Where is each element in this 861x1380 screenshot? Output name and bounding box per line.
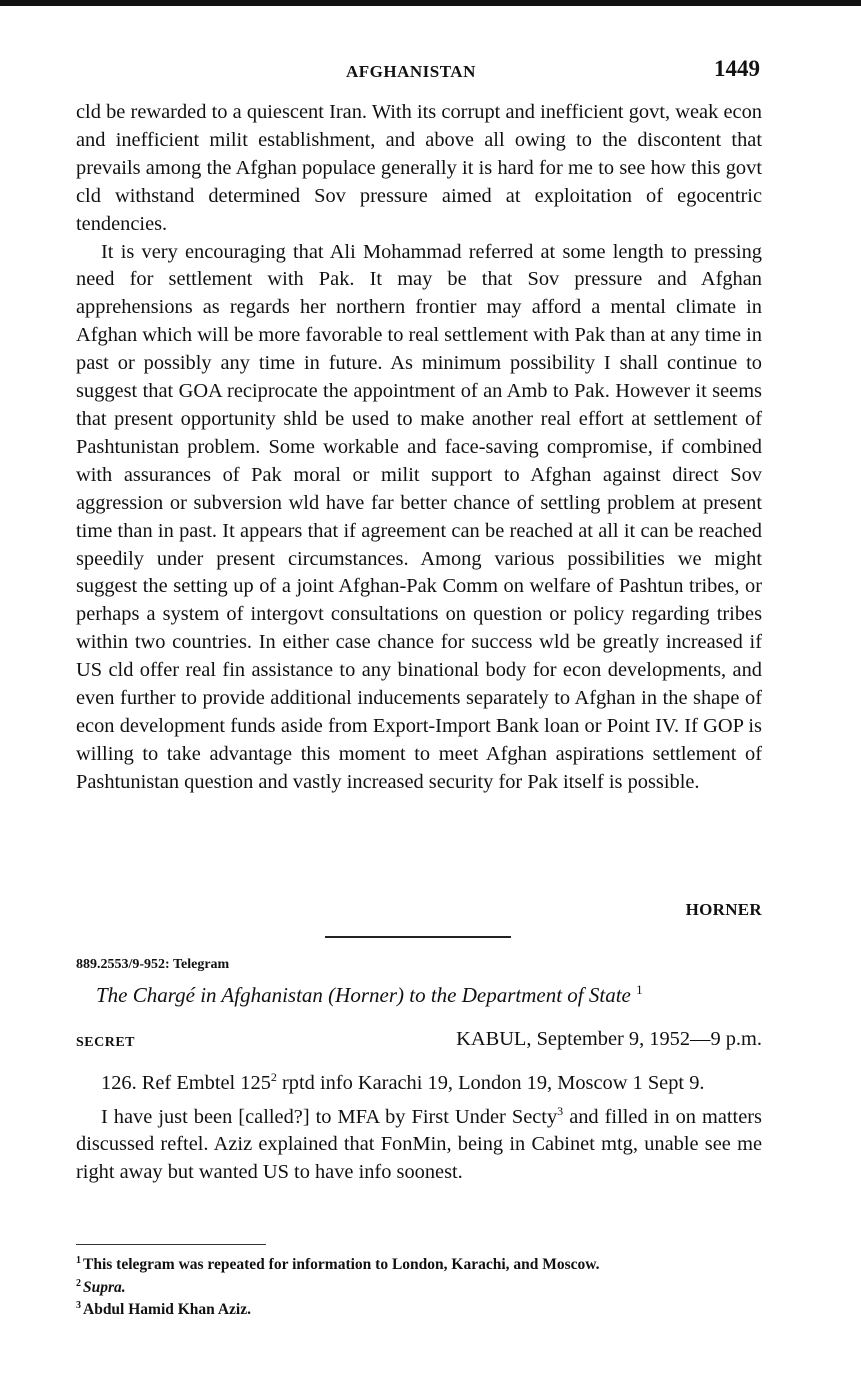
- document-title: [96, 982, 643, 1008]
- page-header: [76, 56, 762, 86]
- paragraph: It is very encouraging that Ali Mohammad referred at some length to pressing need for settlement with Pak. It may be that Sov pressure and Afghan apprehensions as regards her northern frontier may afford a mental climate in Afghan which will be more favorable to real settlement with Pak than at any time in past or possibly any time in future. As minimum possibility I shall continue to suggest that GOA reciprocate the appointment of an Amb to Pak. However it seems that present opportunity shld be used to make another real effort at settlement of Pashtunistan problem. Some workable and face-saving compromise, if combined with assurances of Pak moral or milit support to Afghan against direct Sov aggression or subversion wld have far better chance of settling problem at present time than in past. It appears that if agreement can be reached at all it can be reached speedily under present circumstances. Among various possibilities we might suggest the setting up of a joint Afghan-Pak Comm on welfare of Pashtun tribes, or perhaps a system of intergovt consultations on question or policy regarding tribes within two countries. In either case chance for success wld be greatly increased if US cld offer real fin assistance to any binational body for econ developments, and even further to provide additional inducements separately to Afghan in the shape of econ development funds aside from Export-Import Bank loan or Point IV. If GOP is willing to take advantage this moment to meet Afghan aspirations settlement of Pashtunistan question and vastly increased security for Pak itself is possible.: [76, 240, 762, 793]
- footnote-reference: 2: [270, 1070, 277, 1084]
- footnote-mark: 3: [76, 1300, 81, 1312]
- top-border: [0, 0, 861, 6]
- footnote-reference: 1: [636, 982, 643, 997]
- paragraph-text: rptd info Karachi 19, London 19, Moscow 1 Sept 9.: [276, 1071, 705, 1094]
- running-title: AFGHANISTAN: [346, 62, 476, 81]
- footnote-text: This telegram was repeated for information to London, Karachi, and Moscow.: [83, 1256, 600, 1274]
- file-reference: 889.2553/9-952: Telegram: [76, 957, 230, 972]
- footnote-reference: 3: [557, 1103, 564, 1118]
- footnote: [76, 1252, 776, 1275]
- footnote-text: Supra.: [83, 1278, 126, 1296]
- footnote-rule: [76, 1244, 266, 1245]
- footnotes: [76, 1252, 776, 1320]
- classification-label: SECRET: [76, 1035, 136, 1050]
- paragraph-text: I have just been [called?] to MFA by First Under Secty: [101, 1105, 558, 1128]
- paragraph: [76, 1064, 762, 1098]
- footnote: [76, 1275, 776, 1298]
- footnote: [76, 1297, 776, 1320]
- paragraph: [76, 1098, 762, 1188]
- dateline: KABUL, September 9, 1952—9 p.m.: [456, 1028, 762, 1050]
- footnote-mark: 2: [76, 1277, 81, 1289]
- paragraph-text: and filled in on matters discussed reftel. Aziz explained that FonMin, being in Cabinet mtg, unable see me right away but wanted US to have info soonest.: [76, 1105, 762, 1184]
- signature: HORNER: [685, 900, 762, 919]
- page-number: 1449: [714, 56, 760, 81]
- telegram-body: [76, 1064, 762, 1187]
- document-title-text: The Chargé in Afghanistan (Horner) to the Department of State: [96, 983, 631, 1007]
- paragraph: cld be rewarded to a quiescent Iran. With its corrupt and inefficient govt, weak econ and inefficient milit establishment, and above all owing to the discontent that prevails among the Afghan populace generally it is hard for me to see how this govt cld withstand determined Sov pressure aimed at exploitation of egocentric tendencies.: [76, 101, 762, 235]
- section-divider: [325, 936, 511, 938]
- paragraph-text: 126. Ref Embtel 125: [101, 1071, 271, 1094]
- footnote-text: Abdul Hamid Khan Aziz.: [83, 1301, 251, 1319]
- footnote-mark: 1: [76, 1255, 81, 1266]
- body-text: [76, 99, 762, 797]
